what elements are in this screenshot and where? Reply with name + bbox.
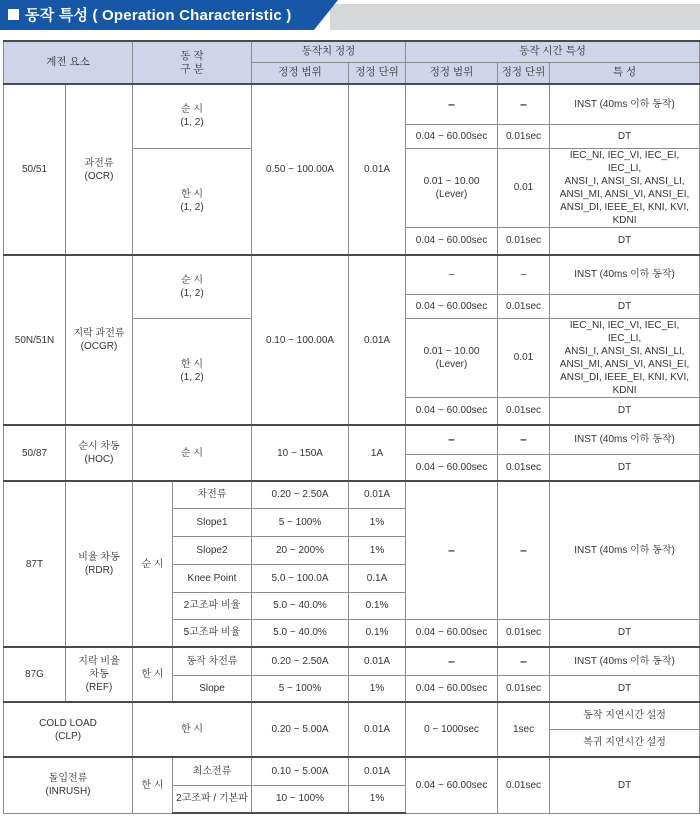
rdr-unit: 0.1% xyxy=(349,592,406,619)
inrush-row-1 xyxy=(4,757,700,785)
inrush-unit: 0.01A xyxy=(349,757,406,785)
ocr-delay-range: 0.04 ~ 60.00sec xyxy=(406,124,498,148)
rdr-op: 순 시 xyxy=(133,481,173,647)
rdr-range: 5.0 ~ 40.0% xyxy=(252,619,349,647)
ocr-td-op: 한 시 (1, 2) xyxy=(133,148,252,255)
ref-inst-char: INST (40ms 이하 동작) xyxy=(550,647,700,675)
ocgr-td-delay-char: DT xyxy=(550,397,700,425)
clp-char-1: 동작 지연시간 설정 xyxy=(550,702,700,729)
rdr-unit: 1% xyxy=(349,536,406,564)
ocgr-pickup-range: 0.10 ~ 100.00A xyxy=(252,255,349,425)
ocr-inst-char: INST (40ms 이하 동작) xyxy=(550,84,700,124)
ocr-pickup-unit: 0.01A xyxy=(349,84,406,255)
ocr-td-delay-unit: 0.01sec xyxy=(498,227,550,255)
header-op-time: 동작 시간 특성 xyxy=(406,41,700,62)
ref-delay-unit: 0.01sec xyxy=(498,675,550,702)
hoc-inst-char: INST (40ms 이하 동작) xyxy=(550,425,700,454)
ocgr-td-delay-range: 0.04 ~ 60.00sec xyxy=(406,397,498,425)
ocgr-name: 지락 과전류 (OCGR) xyxy=(66,255,133,425)
clp-time-unit: 1sec xyxy=(498,702,550,757)
ocgr-row-1 xyxy=(4,255,700,294)
ref-range: 0.20 ~ 2.50A xyxy=(252,647,349,675)
hoc-inst-range: – xyxy=(406,425,498,454)
rdr-delay-range: 0.04 ~ 60.00sec xyxy=(406,619,498,647)
ocr-td-delay-range: 0.04 ~ 60.00sec xyxy=(406,227,498,255)
inrush-range: 10 ~ 100% xyxy=(252,785,349,813)
ocgr-inst-char: INST (40ms 이하 동작) xyxy=(550,255,700,294)
ocr-lever-range: 0.01 ~ 10.00 (Lever) xyxy=(406,148,498,227)
clp-op: 한 시 xyxy=(133,702,252,757)
inrush-name: 돌입전류 (INRUSH) xyxy=(4,757,133,813)
operation-characteristic-table xyxy=(3,40,700,814)
ref-item: Slope xyxy=(173,675,252,702)
rdr-inst-unit: – xyxy=(498,481,550,619)
rdr-range: 5.0 ~ 40.0% xyxy=(252,592,349,619)
inrush-item: 2고조파 / 기본파 xyxy=(173,785,252,813)
hoc-name: 순시 차동 (HOC) xyxy=(66,425,133,481)
rdr-item: Knee Point xyxy=(173,564,252,592)
ocgr-td-delay-unit: 0.01sec xyxy=(498,397,550,425)
hoc-delay-range: 0.04 ~ 60.00sec xyxy=(406,454,498,481)
clp-char-2: 복귀 지연시간 설정 xyxy=(550,729,700,757)
rdr-unit: 0.1% xyxy=(349,619,406,647)
rdr-range: 5.0 ~ 100.0A xyxy=(252,564,349,592)
rdr-item: Slope1 xyxy=(173,508,252,536)
ocgr-pickup-unit: 0.01A xyxy=(349,255,406,425)
rdr-name: 비율 차동 (RDR) xyxy=(66,481,133,647)
hoc-code: 50/87 xyxy=(4,425,66,481)
inrush-op: 한 시 xyxy=(133,757,173,813)
inrush-unit: 1% xyxy=(349,785,406,813)
header-unit: 정정 단위 xyxy=(349,62,406,84)
rdr-inst-char: INST (40ms 이하 동작) xyxy=(550,481,700,619)
rdr-delay-char: DT xyxy=(550,619,700,647)
clp-pickup-unit: 0.01A xyxy=(349,702,406,757)
hoc-op: 순 시 xyxy=(133,425,252,481)
ocr-inst-range: – xyxy=(406,84,498,124)
hoc-delay-char: DT xyxy=(550,454,700,481)
rdr-range: 5 ~ 100% xyxy=(252,508,349,536)
ocgr-lever-unit: 0.01 xyxy=(498,318,550,397)
ref-unit: 0.01A xyxy=(349,647,406,675)
ocgr-curves: IEC_NI, IEC_VI, IEC_EI, IEC_LI, ANSI_I, ANSI_SI, ANSI_LI, ANSI_MI, ANSI_VI, ANSI_EI, ANSI_DI, IEEE_EI, KNI, KVI, KDNI xyxy=(550,318,700,397)
inrush-delay-range: 0.04 ~ 60.00sec xyxy=(406,757,498,813)
section-title: 동작 특성 ( Operation Characteristic ) xyxy=(8,4,291,25)
rdr-item: 5고조파 비율 xyxy=(173,619,252,647)
clp-time-range: 0 ~ 1000sec xyxy=(406,702,498,757)
ocgr-lever-range: 0.01 ~ 10.00 (Lever) xyxy=(406,318,498,397)
rdr-item: 차전류 xyxy=(173,481,252,508)
rdr-range: 20 ~ 200% xyxy=(252,536,349,564)
ref-op: 한 시 xyxy=(133,647,173,702)
ocr-row-1 xyxy=(4,84,700,124)
rdr-unit: 1% xyxy=(349,508,406,536)
ocr-delay-char: DT xyxy=(550,124,700,148)
ref-inst-range: – xyxy=(406,647,498,675)
rdr-item: Slope2 xyxy=(173,536,252,564)
rdr-unit: 0.1A xyxy=(349,564,406,592)
ocr-pickup-range: 0.50 ~ 100.00A xyxy=(252,84,349,255)
header-range-time: 정정 범위 xyxy=(406,62,498,84)
rdr-code: 87T xyxy=(4,481,66,647)
header-relay-element: 계전 요소 xyxy=(4,41,133,84)
inrush-delay-char: DT xyxy=(550,757,700,813)
ocr-delay-unit: 0.01sec xyxy=(498,124,550,148)
ref-code: 87G xyxy=(4,647,66,702)
ocr-name: 과전류 (OCR) xyxy=(66,84,133,255)
rdr-item: 2고조파 비율 xyxy=(173,592,252,619)
ref-row-1 xyxy=(4,647,700,675)
header-characteristic: 특 성 xyxy=(550,62,700,84)
ocgr-inst-op: 순 시 (1, 2) xyxy=(133,255,252,318)
inrush-delay-unit: 0.01sec xyxy=(498,757,550,813)
clp-row-1 xyxy=(4,702,700,729)
ocr-td-delay-char: DT xyxy=(550,227,700,255)
inrush-range: 0.10 ~ 5.00A xyxy=(252,757,349,785)
rdr-unit: 0.01A xyxy=(349,481,406,508)
ocgr-inst-range: – xyxy=(406,255,498,294)
ref-delay-char: DT xyxy=(550,675,700,702)
ocgr-delay-unit: 0.01sec xyxy=(498,294,550,318)
ocr-curves: IEC_NI, IEC_VI, IEC_EI, IEC_LI, ANSI_I, ANSI_SI, ANSI_LI, ANSI_MI, ANSI_VI, ANSI_EI, ANSI_DI, IEEE_EI, KNI, KVI, KDNI xyxy=(550,148,700,227)
ref-range: 5 ~ 100% xyxy=(252,675,349,702)
ref-unit: 1% xyxy=(349,675,406,702)
header-row-1 xyxy=(4,41,700,62)
ref-inst-unit: – xyxy=(498,647,550,675)
header-pickup-setting: 동작치 정정 xyxy=(252,41,406,62)
ocgr-delay-range: 0.04 ~ 60.00sec xyxy=(406,294,498,318)
rdr-range: 0.20 ~ 2.50A xyxy=(252,481,349,508)
hoc-inst-unit: – xyxy=(498,425,550,454)
rdr-row-1 xyxy=(4,481,700,508)
header-op-class: 동 작 구 분 xyxy=(133,41,252,84)
clp-pickup-range: 0.20 ~ 5.00A xyxy=(252,702,349,757)
header-range: 정정 범위 xyxy=(252,62,349,84)
ref-name: 지락 비율 차동 (REF) xyxy=(66,647,133,702)
section-banner xyxy=(0,0,700,30)
header-unit-time: 정정 단위 xyxy=(498,62,550,84)
ocr-inst-op: 순 시 (1, 2) xyxy=(133,84,252,148)
ocgr-inst-unit: – xyxy=(498,255,550,294)
ocgr-code: 50N/51N xyxy=(4,255,66,425)
ref-item: 동작 차전류 xyxy=(173,647,252,675)
hoc-pickup-unit: 1A xyxy=(349,425,406,481)
clp-name: COLD LOAD (CLP) xyxy=(4,702,133,757)
ocr-lever-unit: 0.01 xyxy=(498,148,550,227)
hoc-row-1 xyxy=(4,425,700,454)
ref-delay-range: 0.04 ~ 60.00sec xyxy=(406,675,498,702)
hoc-pickup-range: 10 ~ 150A xyxy=(252,425,349,481)
banner-grey-bar xyxy=(330,4,700,30)
rdr-inst-range: – xyxy=(406,481,498,619)
ocr-inst-unit: – xyxy=(498,84,550,124)
inrush-item: 최소전류 xyxy=(173,757,252,785)
ocr-code: 50/51 xyxy=(4,84,66,255)
hoc-delay-unit: 0.01sec xyxy=(498,454,550,481)
rdr-delay-unit: 0.01sec xyxy=(498,619,550,647)
ocgr-delay-char: DT xyxy=(550,294,700,318)
ocgr-td-op: 한 시 (1, 2) xyxy=(133,318,252,425)
square-bullet-icon xyxy=(8,9,19,20)
